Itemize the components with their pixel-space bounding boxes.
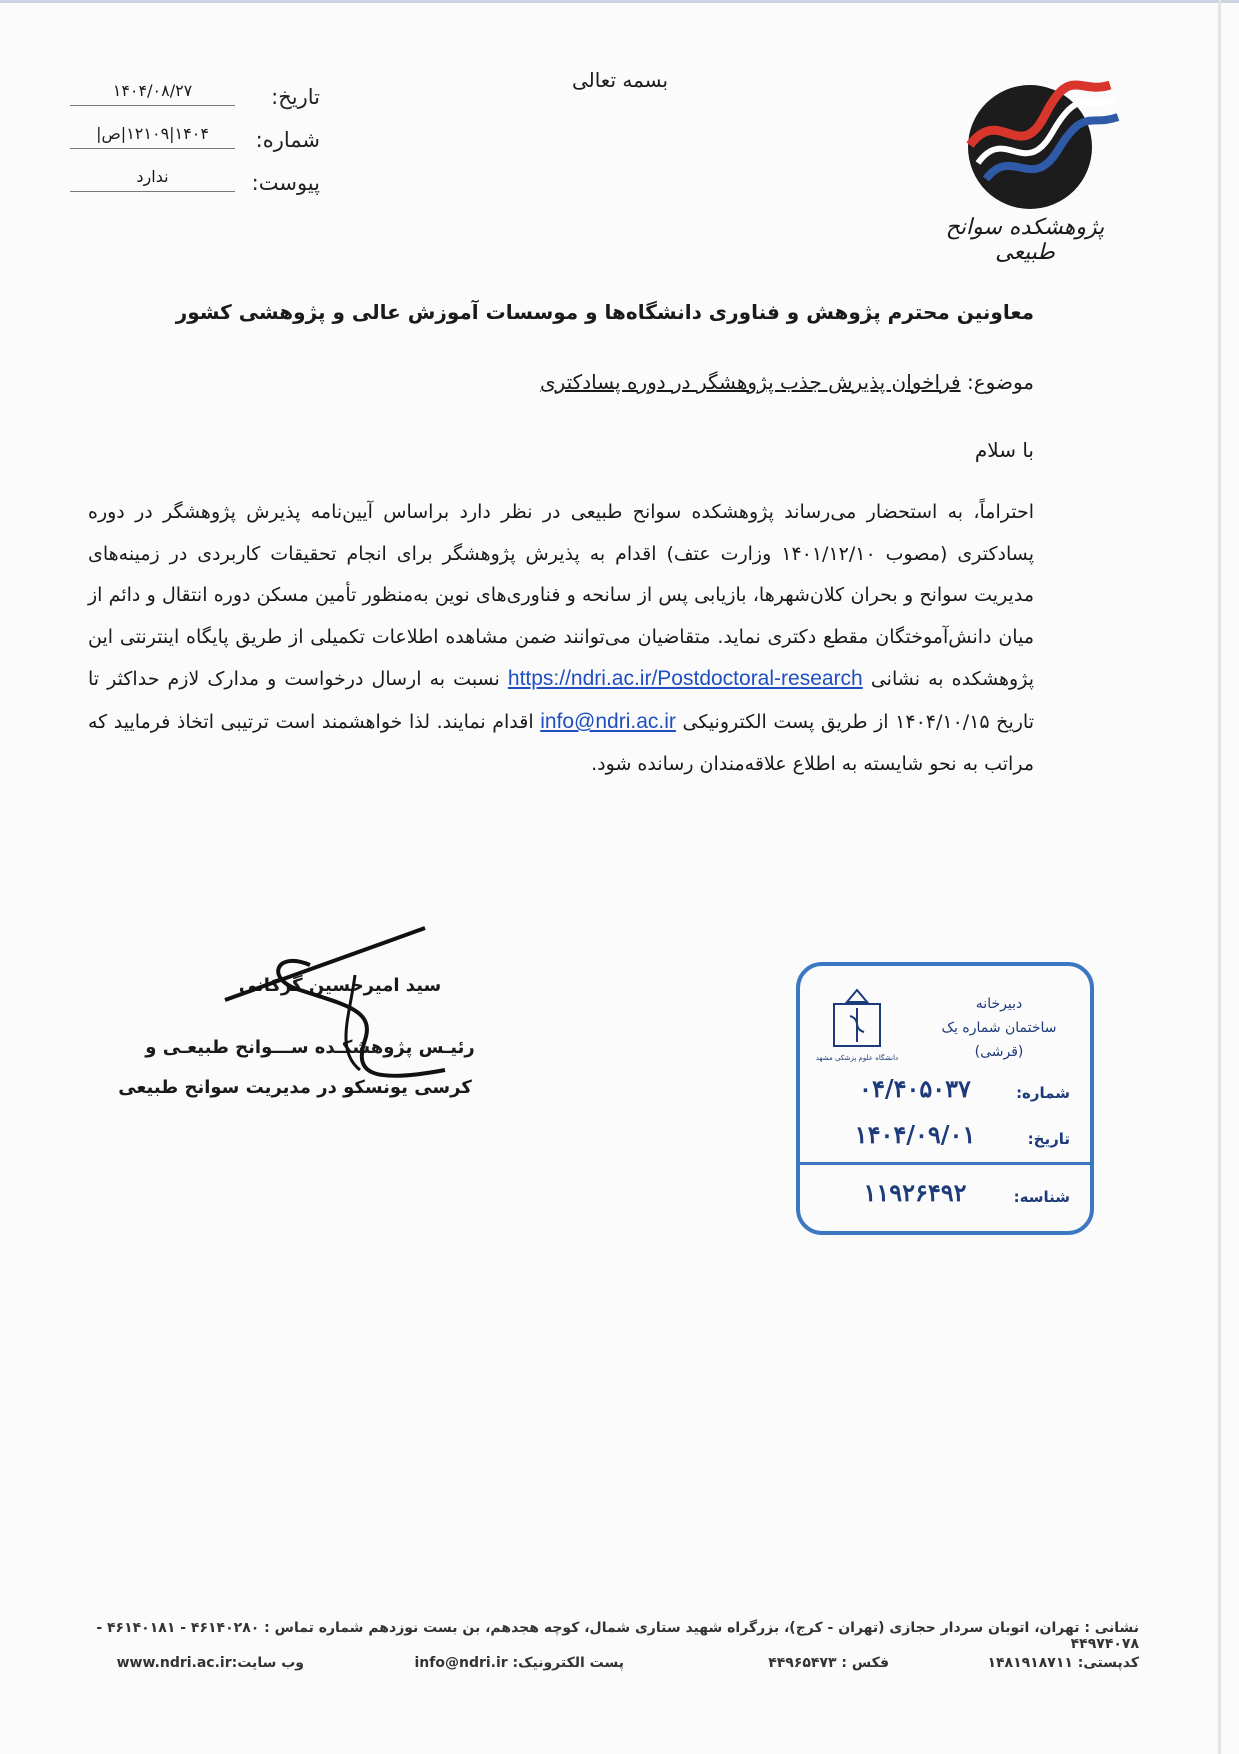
- scan-top-edge: [0, 0, 1239, 3]
- handwritten-signature-icon: [215, 920, 455, 1090]
- stamp-number-label: شماره:: [1016, 1084, 1070, 1102]
- subject-label: موضوع:: [966, 370, 1034, 394]
- footer-address: نشانی : تهران، اتوبان سردار حجازی (تهران - کرج)، بزرگراه شهید ستاری شمال، کوچه هجدهم، بن بست نوزدهم شماره تماس : ۴۶۱۴۰۲۸۰ - ۴۶۱۴۰۱۸۱ - ۴۴۹۷۴۰۷۸: [96, 1620, 1139, 1652]
- signer-title-1: رئیـس پژوهشکـده ســـوانح طبیعـی و: [145, 1037, 475, 1058]
- date-label: تاریخ:: [271, 85, 320, 109]
- emblem-caption: دانشگاه علوم پزشکی مشهد: [815, 1054, 899, 1062]
- institute-name: پژوهشکده سوانح طبیعی: [945, 215, 1105, 265]
- date-value: ۱۴۰۴/۰۸/۲۷: [112, 81, 193, 100]
- footer-fax: فکس : ۴۴۹۶۵۴۷۳: [768, 1655, 889, 1671]
- number-underline: [70, 148, 235, 149]
- letter-body: [88, 492, 1034, 785]
- date-field: [70, 81, 320, 119]
- body-text-part1: احتراماً، به استحضار می‌رساند پژوهشکده سوانح طبیعی در نظر دارد براساس آیین‌نامه پذیرش پژوهشگر در دوره پسادکتری (مصوب ۱۴۰۱/۱۲/۱۰ وزارت عتف) اقدام به پذیرش پژوهشگر برای انجام تحقیقات کاربردی در زمینه‌های مدیریت سوانح و بحران کلان‌شهرها، بازیابی پس از سانحه و فناوری‌های نوین به‌منظور تأمین مسکن دوره انتقال و دائم از میان دانش‌آموختگان مقطع دکتری نماید. متقاضیان می‌توانند ضمن مشاهده اطلاعات تکمیلی از طریق پایگاه اینترنتی این پژوهشکده به نشانی: [88, 501, 1034, 691]
- greeting: با سلام: [974, 438, 1034, 462]
- body-text-part3: اقدام نمایند. لذا خواهشمند است ترتیبی اتخاذ فرمایید که مراتب به نحو شایسته به اطلاع علاقه‌مندان رسانده شود.: [88, 710, 1034, 775]
- stamp-org: دبیرخانه: [975, 996, 1023, 1012]
- subject-line: [540, 370, 1034, 394]
- number-field: [70, 124, 320, 162]
- registration-stamp: [796, 962, 1094, 1235]
- attachment-value: ندارد: [136, 167, 169, 186]
- attachment-field: [70, 167, 320, 205]
- footer-postal: کدپستی: ۱۴۸۱۹۱۸۷۱۱: [987, 1655, 1139, 1671]
- body-text-part2: نسبت به ارسال درخواست و مدارک لازم حداکثر تا تاریخ ۱۴۰۴/۱۰/۱۵ از طریق پست الکترونیکی: [88, 668, 1034, 733]
- subject-text: فراخوان پذیرش جذب پژوهشگر در دوره پسادکتری: [539, 370, 961, 394]
- stamp-building: ساختمان شماره یک: [941, 1020, 1057, 1036]
- attachment-label: پیوست:: [251, 171, 320, 195]
- footer-email: پست الکترونیک: info@ndri.ir: [414, 1655, 624, 1671]
- scan-right-edge: [1218, 0, 1221, 1754]
- number-label: شماره:: [255, 128, 320, 152]
- signer-name: سید امیرحسین گرکانی: [238, 975, 442, 996]
- university-emblem-icon: [815, 986, 899, 1066]
- stamp-date-label: تاریخ:: [1027, 1130, 1070, 1148]
- stamp-number-value: ۰۴/۴۰۵۰۳۷: [859, 1074, 971, 1103]
- stamp-date-row: [815, 1120, 1070, 1160]
- signer-title-2: کرسی یونسکو در مدیریت سوانح طبیعی: [118, 1077, 472, 1098]
- stamp-number-row: [815, 1074, 1070, 1114]
- stamp-id-label: شناسه:: [1013, 1188, 1070, 1206]
- number-value: ۱۴۰۴|۱۲۱۰۹|ص|: [96, 124, 209, 143]
- stamp-id-row: [815, 1178, 1070, 1218]
- attachment-underline: [70, 191, 235, 192]
- stamp-date-value: ۱۴۰۴/۰۹/۰۱: [854, 1120, 976, 1149]
- stamp-divider: [800, 1162, 1090, 1165]
- stamp-area: (قرشی): [974, 1044, 1024, 1060]
- institute-logo-icon: [960, 75, 1120, 210]
- date-underline: [70, 105, 235, 106]
- stamp-id-value: ۱۱۹۲۶۴۹۲: [863, 1178, 967, 1207]
- stamp-header: [924, 992, 1074, 1064]
- addressee: معاونین محترم پژوهش و فناوری دانشگاه‌ها و موسسات آموزش عالی و پژوهشی کشور: [175, 300, 1034, 324]
- basmala: بسمه تعالی: [571, 68, 669, 92]
- email-link[interactable]: info@ndri.ac.ir: [540, 709, 676, 733]
- postdoc-link[interactable]: https://ndri.ac.ir/Postdoctoral-research: [507, 667, 863, 691]
- footer-website: وب سایت:www.ndri.ac.ir: [116, 1655, 304, 1671]
